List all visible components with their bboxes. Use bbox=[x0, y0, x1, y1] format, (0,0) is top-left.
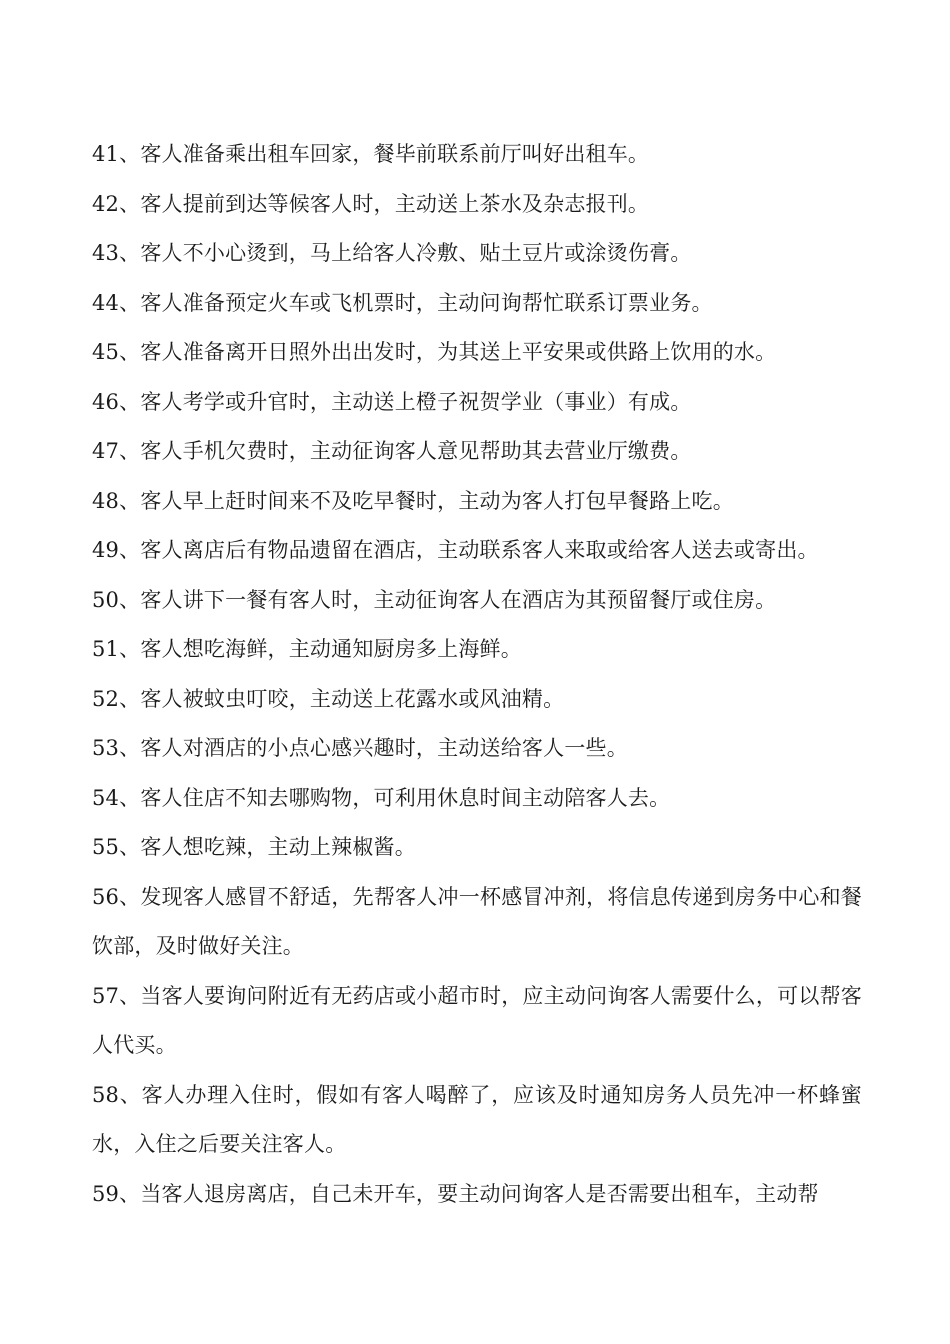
list-item: 58、客人办理入住时，假如有客人喝醉了，应该及时通知房务人员先冲一杯蜂蜜水，入住之后要关注客人。 bbox=[92, 1082, 862, 1156]
list-item: 45、客人准备离开日照外出出发时，为其送上平安果或供路上饮用的水。 bbox=[92, 340, 777, 364]
list-item: 54、客人住店不知去哪购物，可利用休息时间主动陪客人去。 bbox=[92, 785, 671, 810]
list-item: 48、客人早上赶时间来不及吃早餐时，主动为客人打包早餐路上吃。 bbox=[92, 488, 734, 513]
document-body bbox=[92, 130, 862, 1219]
list-item: 55、客人想吃辣，主动上辣椒酱。 bbox=[92, 835, 416, 859]
list-item: 53、客人对酒店的小点心感兴趣时，主动送给客人一些。 bbox=[92, 736, 628, 760]
list-item: 59、当客人退房离店，自己未开车，要主动问询客人是否需要出租车，主动帮 bbox=[92, 1181, 819, 1206]
list-item: 56、发现客人感冒不舒适，先帮客人冲一杯感冒冲剂，将信息传递到房务中心和餐饮部，及时做好关注。 bbox=[92, 884, 862, 958]
list-item: 51、客人想吃海鲜，主动通知厨房多上海鲜。 bbox=[92, 637, 522, 661]
list-item: 46、客人考学或升官时，主动送上橙子祝贺学业（事业）有成。 bbox=[92, 389, 692, 414]
list-item: 52、客人被蚊虫叮咬，主动送上花露水或风油精。 bbox=[92, 686, 565, 711]
list-item: 50、客人讲下一餐有客人时，主动征询客人在酒店为其预留餐厅或住房。 bbox=[92, 587, 777, 612]
list-item: 49、客人离店后有物品遗留在酒店，主动联系客人来取或给客人送去或寄出。 bbox=[92, 538, 819, 562]
list-item: 41、客人准备乘出租车回家，餐毕前联系前厅叫好出租车。 bbox=[92, 142, 650, 166]
list-item: 44、客人准备预定火车或飞机票时，主动问询帮忙联系订票业务。 bbox=[92, 290, 713, 315]
list-item: 42、客人提前到达等候客人时，主动送上茶水及杂志报刊。 bbox=[92, 191, 650, 216]
list-item: 43、客人不小心烫到，马上给客人冷敷、贴土豆片或涂烫伤膏。 bbox=[92, 241, 692, 265]
list-item: 57、当客人要询问附近有无药店或小超市时，应主动问询客人需要什么，可以帮客人代买。 bbox=[92, 983, 862, 1057]
list-item: 47、客人手机欠费时，主动征询客人意见帮助其去营业厅缴费。 bbox=[92, 439, 692, 463]
